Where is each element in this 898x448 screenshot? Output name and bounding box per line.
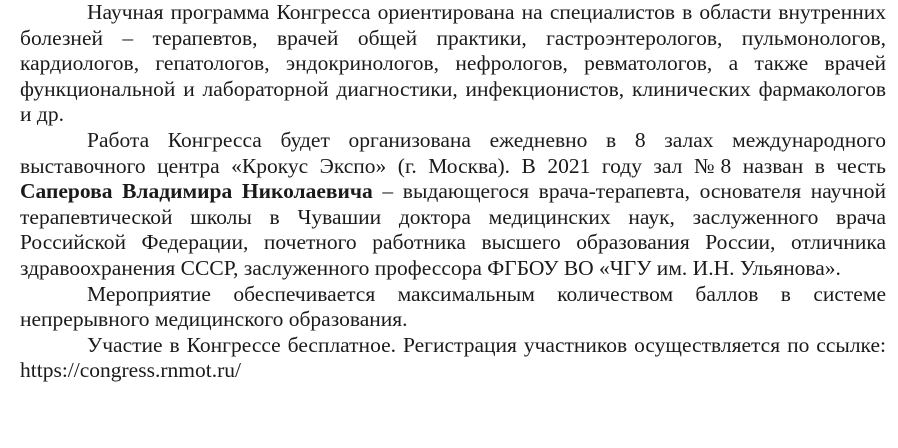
venue-text-start: Работа Конгресса будет организована ежедневно в 8 залах международного выставочного центра «Крокус Экспо» (г. Москва). В 2021 году зал №8 назван в честь — [20, 127, 886, 178]
venue-text-end: – выдающегося врача-терапевта, основателя научной терапевтической школы в Чувашии доктора медицинских наук, заслуженного врача Российской Федерации, почетного работника высшего образования России, отличника здравоохранения СССР, заслуженного профессора ФГБОУ ВО «ЧГУ им. И.Н. Ульянова». — [20, 179, 886, 280]
paragraph-registration: Участие в Конгрессе бесплатное. Регистрация участников осуществляется по ссылке: https://congress.rnmot.ru/ — [20, 332, 886, 383]
honoree-name: Саперова Владимира Николаевича — [20, 179, 373, 204]
paragraph-program: Научная программа Конгресса ориентирована на специалистов в области внутренних болезней – терапевтов, врачей общей практики, гастроэнтерологов, пульмонологов, кардиологов, гепатологов, эндокринологов, нефрологов, ревматологов, а также врачей функциональной и лабораторной диагностики, инфекционистов, клинических фармакологов и др. — [20, 0, 886, 127]
paragraph-credits: Мероприятие обеспечивается максимальным количеством баллов в системе непрерывного медицинского образования. — [20, 281, 886, 332]
paragraph-venue — [20, 128, 886, 282]
